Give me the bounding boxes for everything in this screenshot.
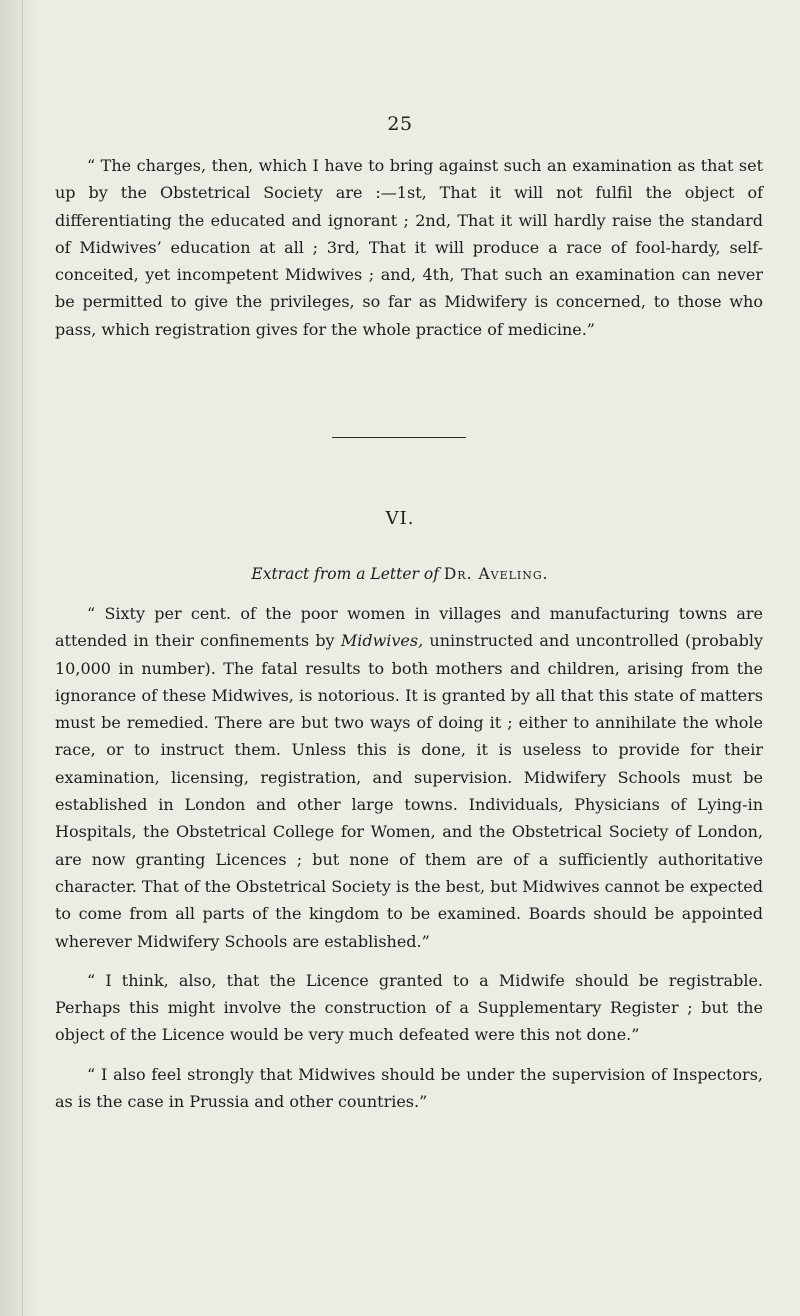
letter-paragraph-3: “ I also feel strongly that Midwives should be under the supervision of Inspectors, as is the case in Prussia and other countries.” (55, 1064, 763, 1112)
p1-after: uninstructed and uncontrolled (probably 10,000 in number). The fatal results to both mothers and children, arising from the ignorance of these Midwives, is notorious. It is granted by all that this state of matters must be remedied. There are but two ways of doing it ; either to annihilate the whole race, or to instruct them. Unless this is done, it is useless to provide for their examination, licensing, registration, and supervision. Midwifery Schools must be established in London and other large towns. Individuals, Physicians of Lying-in Hospitals, the Obstetrical College for Women, and the Obstetrical Society of London, are now granting Licences ; but none of them are of a sufficiently authoritative character. That of the Obstetrical Society is the best, but Midwives cannot be expected to come from all parts of the kingdom to be examined. Boards should be appointed wherever Midwifery Schools are established.” (55, 631, 763, 951)
letter-paragraph-2: “ I think, also, that the Licence granted to a Midwife should be registrable. Perhaps this might involve the construction of a Supplementary Register ; but the object of the Licence would be very much defeated were this not done.” (55, 970, 763, 1045)
p1-emphasis: Midwives, (340, 631, 424, 651)
letter-paragraph-1 (55, 600, 763, 955)
section-divider (332, 437, 466, 438)
section-heading: VI. (385, 508, 415, 529)
letter-subheading (0, 565, 800, 583)
subheading-author: Dr. Aveling. (443, 565, 549, 583)
quotation-paragraph (55, 152, 763, 343)
page-gutter-shadow (0, 0, 38, 1316)
binding-edge (22, 0, 23, 1316)
subheading-italic: Extract from a Letter of (251, 565, 439, 583)
quote-text: “ The charges, then, which I have to bring against such an examination as that set up by the Obstetrical Society are :—1st, That it will not fulfil the object of differentiating the educated and ignorant ; 2nd, That it will hardly raise the standard of Midwives’ education at all ; 3rd, That it will produce a race of fool-hardy, self-conceited, yet incompetent Midwives ; and, 4th, That such an examination can never be permitted to give the privileges, so far as Midwifery is concerned, to those who pass, which registration gives for the whole practice of medicine.” (55, 156, 763, 339)
page-number: 25 (387, 113, 413, 135)
letter-extract (55, 600, 763, 1115)
p1-before: “ Sixty per cent. of the poor women in villages and manufacturing towns are attended in their confinements by (55, 604, 763, 651)
